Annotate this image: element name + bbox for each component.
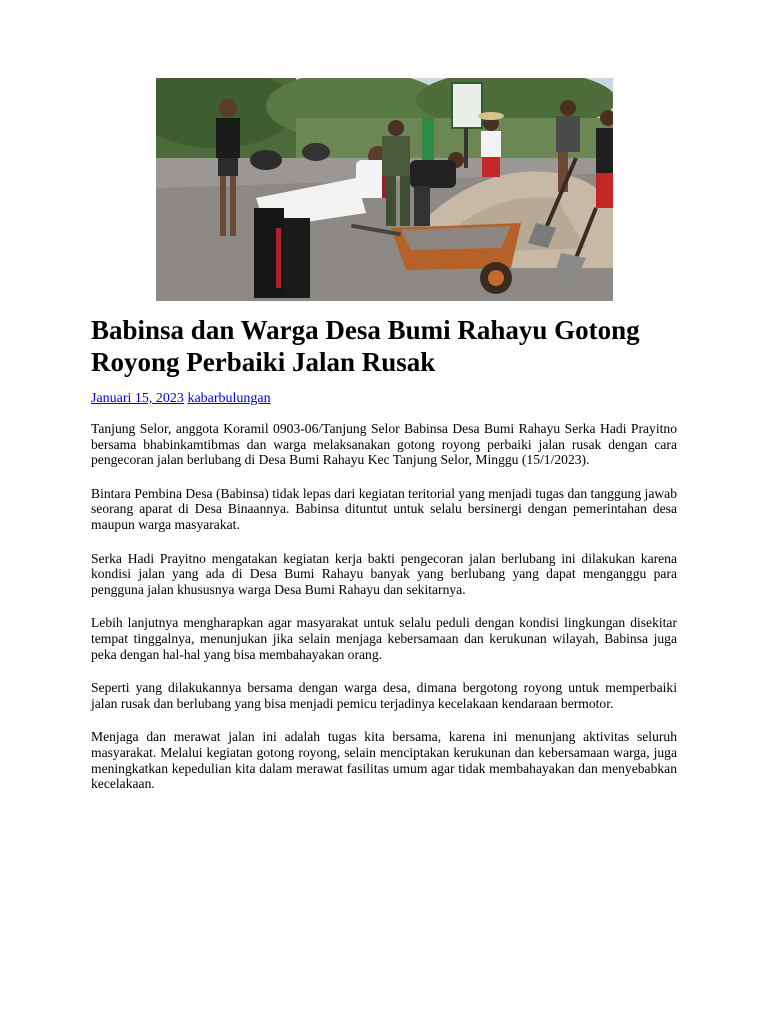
date-link[interactable]: Januari 15, 2023 xyxy=(91,391,184,406)
paragraph: Tanjung Selor, anggota Koramil 0903-06/Tanjung Selor Babinsa Desa Bumi Rahayu Serka Hadi Prayitno bersama bhabinkamtibmas dan warga melaksanakan gotong royong perbaiki jalan rusak dengan cara pengecoran jalan berlubang di Desa Bumi Rahayu Kec Tanjung Selor, Minggu (15/1/2023). xyxy=(91,421,677,468)
photo-gotong-royong-icon xyxy=(156,78,613,301)
paragraph: Seperti yang dilakukannya bersama dengan warga desa, dimana bergotong royong untuk memperbaiki jalan rusak dan berlubang yang bisa menjadi pemicu terjadinya kecelakaan kendaraan bermotor. xyxy=(91,680,677,711)
paragraph: Lebih lanjutnya mengharapkan agar masyarakat untuk selalu peduli dengan kondisi lingkungan disekitar tempat tinggalnya, menunjukan jika selain menjaga kebersamaan dan kerukunan wilayah, Babinsa juga peka dengan hal-hal yang bisa membahayakan orang. xyxy=(91,615,677,662)
article-title: Babinsa dan Warga Desa Bumi Rahayu Gotong Royong Perbaiki Jalan Rusak xyxy=(91,315,640,377)
paragraph: Bintara Pembina Desa (Babinsa) tidak lepas dari kegiatan teritorial yang menjadi tugas dan tanggung jawab seorang aparat di Desa Binaannya. Babinsa dituntut untuk selalu bersinergi dengan pemerintahan desa maupun warga masyarakat. xyxy=(91,485,677,532)
paragraph: Menjaga dan merawat jalan ini adalah tugas kita bersama, karena ini menunjang aktivitas seluruh masyarakat. Melalui kegiatan gotong royong, selain menciptakan kerukunan dan kebersamaan warga, juga meningkatkan kepedulian kita dalam merawat fasilitas umum agar tidak membahayakan dan menyebabkan kecelakaan. xyxy=(91,729,677,792)
author-link[interactable]: kabarbulungan xyxy=(187,391,271,406)
paragraph: Serka Hadi Prayitno mengatakan kegiatan kerja bakti pengecoran jalan berlubang ini dilakukan karena kondisi jalan yang ada di Desa Bumi Rahayu banyak yang berlubang yang dapat menganggu para pengguna jalan khususnya warga Desa Bumi Rahayu dan sekitarnya. xyxy=(91,550,677,597)
article-meta xyxy=(91,391,271,407)
article-photo xyxy=(156,78,613,301)
article-body xyxy=(91,421,677,810)
